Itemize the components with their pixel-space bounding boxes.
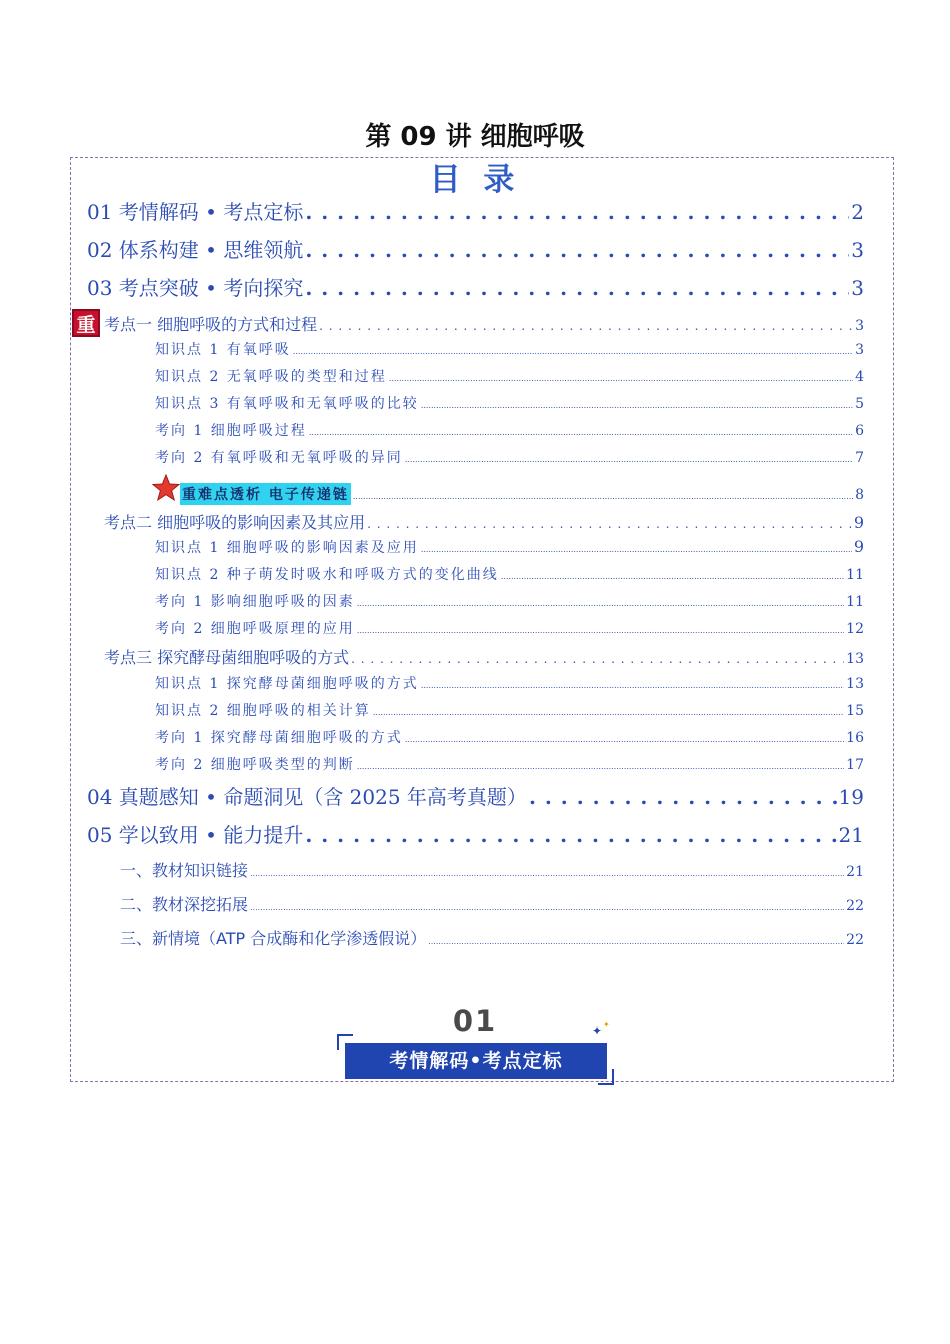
- star-icon: [151, 473, 181, 503]
- toc-entry-label: 03 考点突破 • 考向探究: [87, 276, 304, 300]
- toc-entry-page: 3: [855, 342, 864, 358]
- leader-dots: [373, 703, 844, 719]
- toc-entry-item[interactable]: [155, 727, 864, 747]
- highlight-label: 重难点透析 电子传递链: [180, 483, 351, 505]
- toc-entry-page: 11: [846, 567, 864, 583]
- toc-entry-page: 21: [846, 864, 864, 880]
- toc-entry-item[interactable]: [120, 926, 864, 949]
- toc-entry-label: 考向 1 探究酵母菌细胞呼吸的方式: [155, 730, 403, 746]
- toc-entry-01[interactable]: [87, 196, 864, 225]
- toc-entry-label: 二、教材深挖拓展: [120, 895, 249, 914]
- toc-entry-item[interactable]: [155, 754, 864, 774]
- toc-entry-item[interactable]: [155, 537, 864, 557]
- leader-dots: [250, 861, 844, 880]
- toc-entry-page: 9: [853, 513, 864, 532]
- leader-dots: [305, 238, 849, 262]
- toc-entry-label: 考向 2 有氧呼吸和无氧呼吸的异同: [155, 450, 403, 466]
- leader-dots: [357, 757, 844, 773]
- toc-entry-label: 考向 1 影响细胞呼吸的因素: [155, 594, 355, 610]
- document-title: 第 09 讲 细胞呼吸: [365, 122, 585, 152]
- leader-dots: [305, 200, 849, 224]
- toc-entry-item[interactable]: [155, 564, 864, 584]
- toc-entry-page: 2: [851, 200, 864, 224]
- toc-entry-item[interactable]: [120, 858, 864, 881]
- leader-dots: [421, 676, 844, 692]
- toc-entry-page: 16: [846, 730, 864, 746]
- sparkle-icon: ✦: [592, 1024, 603, 1038]
- leader-dots: [305, 823, 836, 847]
- leader-dots: [351, 652, 844, 666]
- toc-entry-label: 考点一 细胞呼吸的方式和过程: [104, 315, 318, 334]
- toc-entry-page: 3: [851, 238, 864, 262]
- toc-entry-kaodian1[interactable]: [104, 312, 864, 335]
- toc-entry-label: 三、新情境（ATP 合成酶和化学渗透假说）: [120, 929, 427, 948]
- toc-entry-page: 13: [846, 651, 864, 667]
- toc-entry-highlight[interactable]: [180, 483, 864, 505]
- toc-entry-page: 19: [838, 785, 864, 809]
- leader-dots: [529, 785, 837, 809]
- toc-entry-item[interactable]: [155, 673, 864, 693]
- toc-entry-item[interactable]: [155, 591, 864, 611]
- toc-entry-label: 一、教材知识链接: [120, 861, 249, 880]
- leader-dots: [309, 423, 853, 439]
- toc-entry-page: 5: [855, 396, 864, 412]
- toc-heading: 目 录: [429, 162, 521, 198]
- toc-entry-page: 12: [846, 621, 864, 637]
- toc-entry-page: 15: [846, 703, 864, 719]
- toc-entry-kaodian3[interactable]: [104, 645, 864, 668]
- toc-entry-item[interactable]: [155, 393, 864, 413]
- toc-entry-label: 知识点 2 无氧呼吸的类型和过程: [155, 369, 387, 385]
- leader-dots: [293, 342, 853, 358]
- toc-entry-page: 11: [846, 594, 864, 610]
- toc-entry-page: 9: [853, 537, 864, 556]
- toc-entry-kaodian2[interactable]: [104, 510, 864, 533]
- toc-entry-page: 3: [851, 276, 864, 300]
- toc-entry-item[interactable]: [120, 892, 864, 915]
- leader-dots: [305, 276, 849, 300]
- leader-dots: [357, 594, 844, 610]
- toc-entry-label: 知识点 2 细胞呼吸的相关计算: [155, 703, 371, 719]
- key-point-badge: 重: [72, 309, 100, 337]
- toc-entry-page: 3: [855, 318, 864, 334]
- toc-entry-label: 04 真题感知 • 命题洞见（含 2025 年高考真题）: [87, 785, 527, 809]
- toc-entry-item[interactable]: [155, 420, 864, 440]
- toc-entry-02[interactable]: [87, 234, 864, 263]
- toc-entry-label: 考向 2 细胞呼吸原理的应用: [155, 621, 355, 637]
- toc-entry-label: 02 体系构建 • 思维领航: [87, 238, 304, 262]
- toc-entry-label: 05 学以致用 • 能力提升: [87, 823, 304, 847]
- toc-entry-item[interactable]: [155, 700, 864, 720]
- leader-dots: [250, 895, 844, 914]
- toc-entry-page: 17: [846, 757, 864, 773]
- toc-entry-label: 考向 2 细胞呼吸类型的判断: [155, 757, 355, 773]
- leader-dots: [367, 517, 852, 531]
- toc-entry-label: 知识点 3 有氧呼吸和无氧呼吸的比较: [155, 396, 419, 412]
- leader-dots: [319, 319, 853, 333]
- leader-dots: [405, 730, 844, 746]
- toc-entry-label: 考向 1 细胞呼吸过程: [155, 423, 307, 439]
- section-number: 01: [452, 1004, 498, 1038]
- leader-dots: [357, 621, 844, 637]
- toc-entry-page: 7: [855, 450, 864, 466]
- toc-entry-label: 知识点 1 细胞呼吸的影响因素及应用: [155, 540, 419, 556]
- toc-entry-item[interactable]: [155, 618, 864, 638]
- section-banner: 考情解码•考点定标: [345, 1043, 607, 1079]
- toc-entry-label: 考点二 细胞呼吸的影响因素及其应用: [104, 513, 366, 532]
- toc-entry-05[interactable]: [87, 819, 864, 848]
- sparkle-icon: ✦: [603, 1020, 610, 1029]
- toc-entry-label: 知识点 1 有氧呼吸: [155, 342, 291, 358]
- toc-entry-label: 考点三 探究酵母菌细胞呼吸的方式: [104, 648, 350, 667]
- toc-entry-page: 13: [846, 676, 864, 692]
- toc-entry-item[interactable]: [155, 339, 864, 359]
- leader-dots: [421, 396, 853, 412]
- toc-entry-page: 6: [855, 423, 864, 439]
- toc-entry-item[interactable]: [155, 366, 864, 386]
- toc-entry-page: 8: [855, 487, 864, 503]
- leader-dots: [389, 369, 853, 385]
- toc-entry-label: 知识点 2 种子萌发时吸水和呼吸方式的变化曲线: [155, 567, 499, 583]
- leader-dots: [421, 540, 852, 556]
- toc-entry-03[interactable]: [87, 272, 864, 301]
- toc-entry-label: 01 考情解码 • 考点定标: [87, 200, 304, 224]
- toc-entry-page: 21: [838, 823, 864, 847]
- toc-entry-page: 22: [846, 932, 864, 948]
- toc-entry-item[interactable]: [155, 447, 864, 467]
- toc-entry-label: 知识点 1 探究酵母菌细胞呼吸的方式: [155, 676, 419, 692]
- leader-dots: [501, 567, 844, 583]
- leader-dots: [405, 450, 853, 466]
- leader-dots: [353, 484, 853, 503]
- leader-dots: [428, 929, 844, 948]
- toc-entry-04[interactable]: [87, 781, 864, 810]
- toc-entry-page: 22: [846, 898, 864, 914]
- toc-entry-page: 4: [855, 369, 864, 385]
